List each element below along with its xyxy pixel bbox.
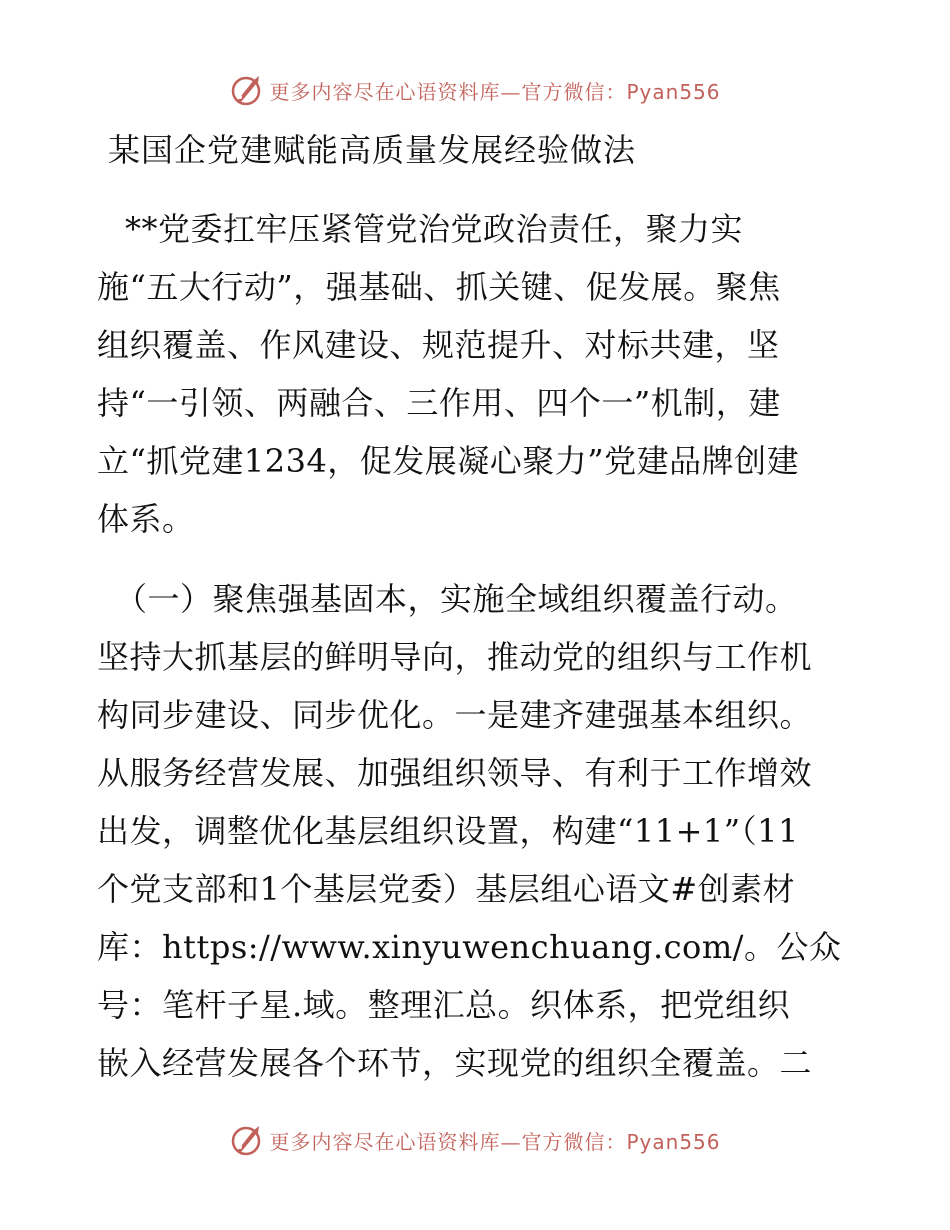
paragraph-line: 施“五大行动”，强基础、抓关键、促发展。聚焦 [97,268,781,306]
watermark-text [269,1126,720,1155]
paragraph-line: 个党支部和1个基层党委）基层组心语文#创素材 [97,870,796,908]
watermark-dash: — [500,1129,522,1154]
watermark-banner-bottom [0,1120,950,1160]
paragraph-line: 组织覆盖、作风建设、规范提升、对标共建，坚 [97,326,780,364]
quill-logo-icon [229,1123,263,1157]
paragraph-line: 体系。 [97,500,195,538]
document-title: 某国企党建赋能高质量发展经验做法 [108,131,637,169]
paragraph-line: 坚持大抓基层的鲜明导向，推动党的组织与工作机 [97,638,813,676]
watermark-text [269,76,720,105]
watermark-suffix: 官方微信： [521,1129,627,1154]
paragraph-line: 库：https://www.xinyuwenchuang.com/。公众 [97,928,842,966]
watermark-banner-top [0,70,950,110]
section-heading-line: （一）聚焦强基固本，实施全域组织覆盖行动。 [115,580,798,618]
watermark-suffix: 官方微信： [521,79,627,104]
paragraph-line: 持“一引领、两融合、三作用、四个一”机制，建 [97,384,781,422]
watermark-dash: — [500,79,522,104]
paragraph-line: 从服务经营发展、加强组织领导、有利于工作增效 [97,754,813,792]
paragraph-line: 立“抓党建1234，促发展凝心聚力”党建品牌创建 [97,442,800,480]
watermark-handle: Pyan556 [626,1129,721,1154]
paragraph-line: 出发，调整优化基层组织设置，构建“11+1”（11 [97,812,799,850]
paragraph-line: **党委扛牢压紧管党治党政治责任，聚力实 [125,210,744,248]
watermark-handle: Pyan556 [626,79,721,104]
paragraph-line: 构同步建设、同步优化。一是建齐建强基本组织。 [97,696,813,734]
paragraph-line: 号：笔杆子星.域。整理汇总。织体系，把党组织 [97,986,791,1024]
watermark-main-text: 更多内容尽在心语资料库 [269,79,501,104]
quill-logo-icon [229,73,263,107]
document-body [97,200,867,1092]
watermark-main-text: 更多内容尽在心语资料库 [269,1129,501,1154]
paragraph-line: 嵌入经营发展各个环节，实现党的组织全覆盖。二 [97,1044,813,1082]
paragraph-gap [97,548,867,570]
